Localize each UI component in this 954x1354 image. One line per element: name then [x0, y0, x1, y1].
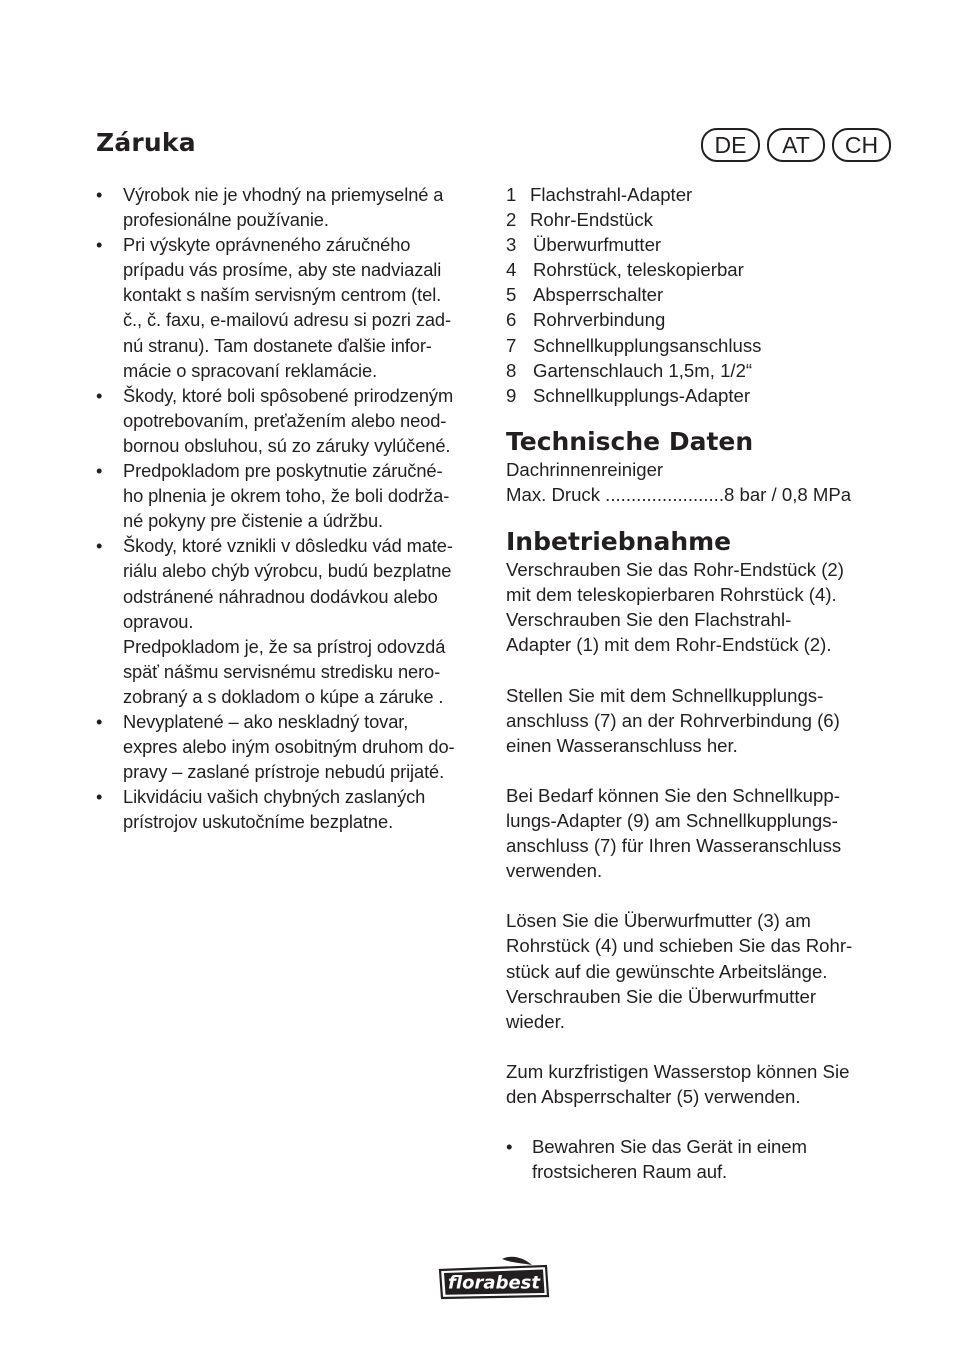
parts-label: Gartenschlauch 1,5m, 1/2“	[533, 359, 753, 381]
parts-item	[506, 257, 896, 282]
parts-number: 2	[506, 209, 517, 231]
parts-number: 4	[506, 259, 517, 281]
parts-number: 1	[506, 184, 517, 205]
list-item: • Nevyplatené – ako neskladný tovar, expres alebo iným osobitným druhom do- pravy – zaslané prístroje nebudú prijaté.	[96, 710, 455, 783]
commissioning-paragraph: Verschrauben Sie das Rohr-Endstück (2) mit dem teleskopierbaren Rohrstück (4). Verschrauben Sie den Flachstrahl- Adapter (1) mit dem Rohr-Endstück (2).	[506, 559, 844, 656]
florabest-logo	[438, 1256, 550, 1300]
bullet-icon: •	[96, 786, 103, 808]
list-item: • Predpokladom pre poskytnutie záručné- ho plnenia je okrem toho, že boli dodrža- né pokyny pre čistenie a údržbu.	[96, 460, 450, 532]
commissioning-paragraph: Bei Bedarf können Sie den Schnellkupp- lungs-Adapter (9) am Schnellkupplungs- anschluss (7) für Ihren Wasseranschluss verwenden.	[506, 784, 842, 882]
list-item: • Škody, ktoré boli spôsobené prirodzeným opotrebovaním, preťažením alebo neod- bornou obsluhou, sú zo záruky vylúčené.	[96, 384, 454, 456]
bullet-icon: •	[96, 384, 103, 406]
warranty-list	[96, 182, 488, 834]
country-badge-de: DE	[701, 128, 760, 162]
parts-number: 9	[506, 384, 517, 406]
parts-label: Rohr-Endstück	[530, 209, 653, 231]
country-badge-ch: CH	[832, 128, 891, 162]
parts-item	[506, 333, 896, 358]
parts-item	[506, 358, 896, 383]
parts-number: 7	[506, 334, 517, 356]
parts-label: Flachstrahl-Adapter	[530, 184, 693, 205]
parts-label: Rohrstück, teleskopierbar	[533, 259, 744, 281]
parts-item	[506, 383, 896, 408]
bullet-icon: •	[96, 460, 103, 482]
parts-number: 6	[506, 309, 517, 331]
list-item: • Výrobok nie je vhodný na priemyselné a profesionálne používanie.	[96, 184, 444, 231]
parts-label: Schnellkupplungsanschluss	[533, 334, 762, 356]
bullet-icon: •	[96, 535, 103, 557]
list-item: • Pri výskyte oprávneného záručného prípadu vás prosíme, aby ste nadviazali kontakt s naším servisným centrom (tel. č., č. faxu, e-mailovú adresu si pozri zad- nú stranu). Tam dostanete ďalšie infor- mácie o spracovaní reklamácie.	[96, 234, 451, 381]
commissioning-paragraph: Lösen Sie die Überwurfmutter (3) am Rohrstück (4) und schieben Sie das Rohr- stück auf die gewünschte Arbeitslänge. Verschrauben Sie die Überwurfmutter wieder.	[506, 910, 853, 1032]
technical-data-text: Dachrinnenreiniger Max. Druck .......................8 bar / 0,8 MPa	[506, 458, 852, 505]
commissioning-title: Inbetriebnahme	[506, 527, 732, 557]
parts-item	[506, 207, 896, 232]
florabest-logo-icon	[438, 1256, 550, 1300]
parts-item	[506, 282, 896, 307]
parts-label: Rohrverbindung	[533, 309, 666, 331]
warranty-section	[96, 126, 488, 834]
bullet-icon: •	[96, 234, 103, 256]
technical-data-title: Technische Daten	[506, 426, 754, 456]
bullet-icon: •	[96, 710, 103, 732]
storage-note-list	[506, 1134, 896, 1184]
parts-label: Schnellkupplungs-Adapter	[533, 384, 751, 406]
parts-number: 8	[506, 359, 517, 381]
list-item: • Škody, ktoré vznikli v dôsledku vád mate- riálu alebo chýb výrobcu, budú bezplatne odstránené náhradnou dodávkou alebo opravou. Predpokladom je, že sa prístroj odovzdá späť nášmu servisnému stredisku nero- zobraný a s dokladom o kúpe a záruke .	[96, 535, 453, 707]
list-item: • Likvidáciu vašich chybných zaslaných prístrojov uskutočníme bezplatne.	[96, 786, 426, 833]
parts-item	[506, 307, 896, 332]
list-item: • Bewahren Sie das Gerät in einem frostsicheren Raum auf.	[506, 1136, 807, 1183]
country-badge-at: AT	[767, 128, 825, 162]
parts-list	[506, 182, 896, 408]
parts-number: 3	[506, 234, 517, 256]
parts-label: Absperrschalter	[533, 284, 664, 306]
german-section	[506, 126, 896, 1184]
parts-item	[506, 182, 896, 207]
parts-number: 5	[506, 284, 517, 306]
bullet-icon: •	[96, 184, 103, 205]
commissioning-paragraph: Zum kurzfristigen Wasserstop können Sie den Absperrschalter (5) verwenden.	[506, 1060, 850, 1107]
commissioning-paragraph: Stellen Sie mit dem Schnellkupplungs- anschluss (7) an der Rohrverbindung (6) einen Wasseranschluss her.	[506, 684, 840, 756]
parts-label: Überwurfmutter	[533, 234, 662, 256]
logo-text: florabest	[448, 1272, 540, 1294]
warranty-title: Záruka	[96, 128, 196, 157]
parts-item	[506, 232, 896, 257]
bullet-icon: •	[506, 1136, 513, 1158]
